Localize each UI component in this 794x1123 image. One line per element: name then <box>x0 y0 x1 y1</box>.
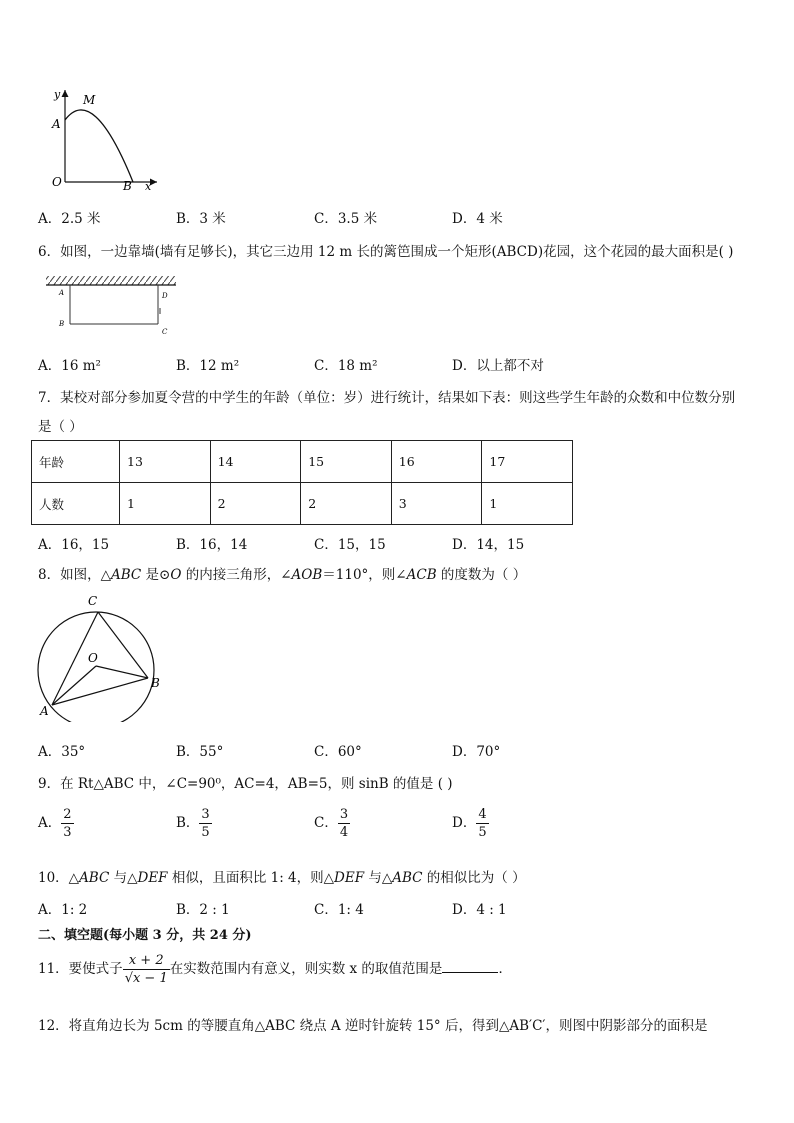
q7-option-a[interactable]: A．16，15 <box>38 537 110 553</box>
q9-option-a[interactable]: A． $\frac{2}{3}$ <box>38 807 72 840</box>
q8-option-b[interactable]: B．55° <box>176 744 224 760</box>
label-y: y <box>54 88 61 101</box>
circle-triangle-figure <box>32 592 172 722</box>
q9-option-b[interactable]: B． $\frac{3}{5}$ <box>176 807 210 840</box>
label-b: B <box>59 320 65 328</box>
label-a: A <box>40 704 49 718</box>
q6-option-d[interactable]: D．以上都不对 <box>452 358 544 374</box>
label-a: A <box>52 117 61 131</box>
q5-option-c[interactable]: C．3.5 米 <box>314 211 378 227</box>
q6-option-b[interactable]: B．12 m² <box>176 358 240 374</box>
q10-option-a[interactable]: A．1: 2 <box>38 902 88 918</box>
table-cell: 年龄 <box>32 441 120 483</box>
q8-option-d[interactable]: D．70° <box>452 744 501 760</box>
table-cell: 15 <box>301 441 392 483</box>
table-cell: 3 <box>391 483 482 525</box>
parabola-figure <box>45 86 165 194</box>
q7-option-b[interactable]: B．16，14 <box>176 537 248 553</box>
table-row <box>32 441 573 483</box>
q9-question: 9．在 Rt△ABC 中，∠C=90⁰，AC=4，AB=5，则 sinB 的值是 ( ) <box>38 776 453 792</box>
q10-option-d[interactable]: D．4 : 1 <box>452 902 507 918</box>
answer-blank[interactable] <box>442 960 498 973</box>
q5-option-a[interactable]: A．2.5 米 <box>38 211 101 227</box>
table-cell: 1 <box>482 483 573 525</box>
table-cell: 1 <box>120 483 211 525</box>
q6-option-a[interactable]: A．16 m² <box>38 358 101 374</box>
label-c: C <box>162 328 168 336</box>
label-x: x <box>145 180 152 193</box>
label-a: A <box>59 289 65 297</box>
label-c: C <box>88 594 98 608</box>
label-b: B <box>123 179 132 193</box>
q11-question: 11．要使式子 $\frac{x + 2}{√x - 1}$ 在实数范围内有意义，则实数 x 的取值范围是 ． <box>38 953 512 986</box>
label-b: B <box>151 676 160 690</box>
table-row <box>32 483 573 525</box>
q5-option-d[interactable]: D．4 米 <box>452 211 503 227</box>
label-d: D <box>162 292 168 300</box>
section-heading: 二、填空题(每小题 3 分，共 24 分) <box>38 928 252 943</box>
q6-question: 6．如图，一边靠墙(墙有足够长)，其它三边用 12 m 长的篱笆围成一个矩形(ABCD)花园，这个花园的最大面积是( ) <box>38 244 734 260</box>
age-table <box>31 440 573 525</box>
table-cell: 16 <box>391 441 482 483</box>
q5-option-b[interactable]: B．3 米 <box>176 211 226 227</box>
table-cell: 14 <box>210 441 301 483</box>
q9-option-d[interactable]: D． $\frac{4}{5}$ <box>452 807 487 840</box>
label-o: O <box>52 175 62 189</box>
table-cell: 17 <box>482 441 573 483</box>
q7-question-line2: 是（ ） <box>38 419 83 435</box>
q7-option-c[interactable]: C．15，15 <box>314 537 386 553</box>
q7-option-d[interactable]: D．14，15 <box>452 537 525 553</box>
q12-question: 12．将直角边长为 5cm 的等腰直角△ABC 绕点 A 逆时针旋转 15° 后，得到△AB′C′，则图中阴影部分的面积是 <box>38 1018 708 1034</box>
label-m: M <box>83 93 96 107</box>
table-cell: 2 <box>210 483 301 525</box>
q10-option-b[interactable]: B．2 : 1 <box>176 902 230 918</box>
table-cell: 13 <box>120 441 211 483</box>
label-o: O <box>88 651 98 665</box>
table-cell: 2 <box>301 483 392 525</box>
q8-option-c[interactable]: C．60° <box>314 744 362 760</box>
q10-question: 10．△ABC 与△DEF 相似，且面积比 1: 4，则△DEF 与△ABC 的相似比为（ ） <box>38 870 526 886</box>
wall-rectangle-figure <box>44 274 180 336</box>
q10-option-c[interactable]: C．1: 4 <box>314 902 364 918</box>
table-cell: 人数 <box>32 483 120 525</box>
q9-option-c[interactable]: C． $\frac{3}{4}$ <box>314 807 349 840</box>
q6-option-c[interactable]: C．18 m² <box>314 358 378 374</box>
q8-option-a[interactable]: A．35° <box>38 744 86 760</box>
q7-question-line1: 7．某校对部分参加夏令营的中学生的年龄（单位：岁）进行统计，结果如下表：则这些学生年龄的众数和中位数分别 <box>38 390 736 406</box>
q8-question: 8．如图，△ABC 是⊙O 的内接三角形，∠AOB＝110°，则∠ACB 的度数为（ ） <box>38 567 527 583</box>
